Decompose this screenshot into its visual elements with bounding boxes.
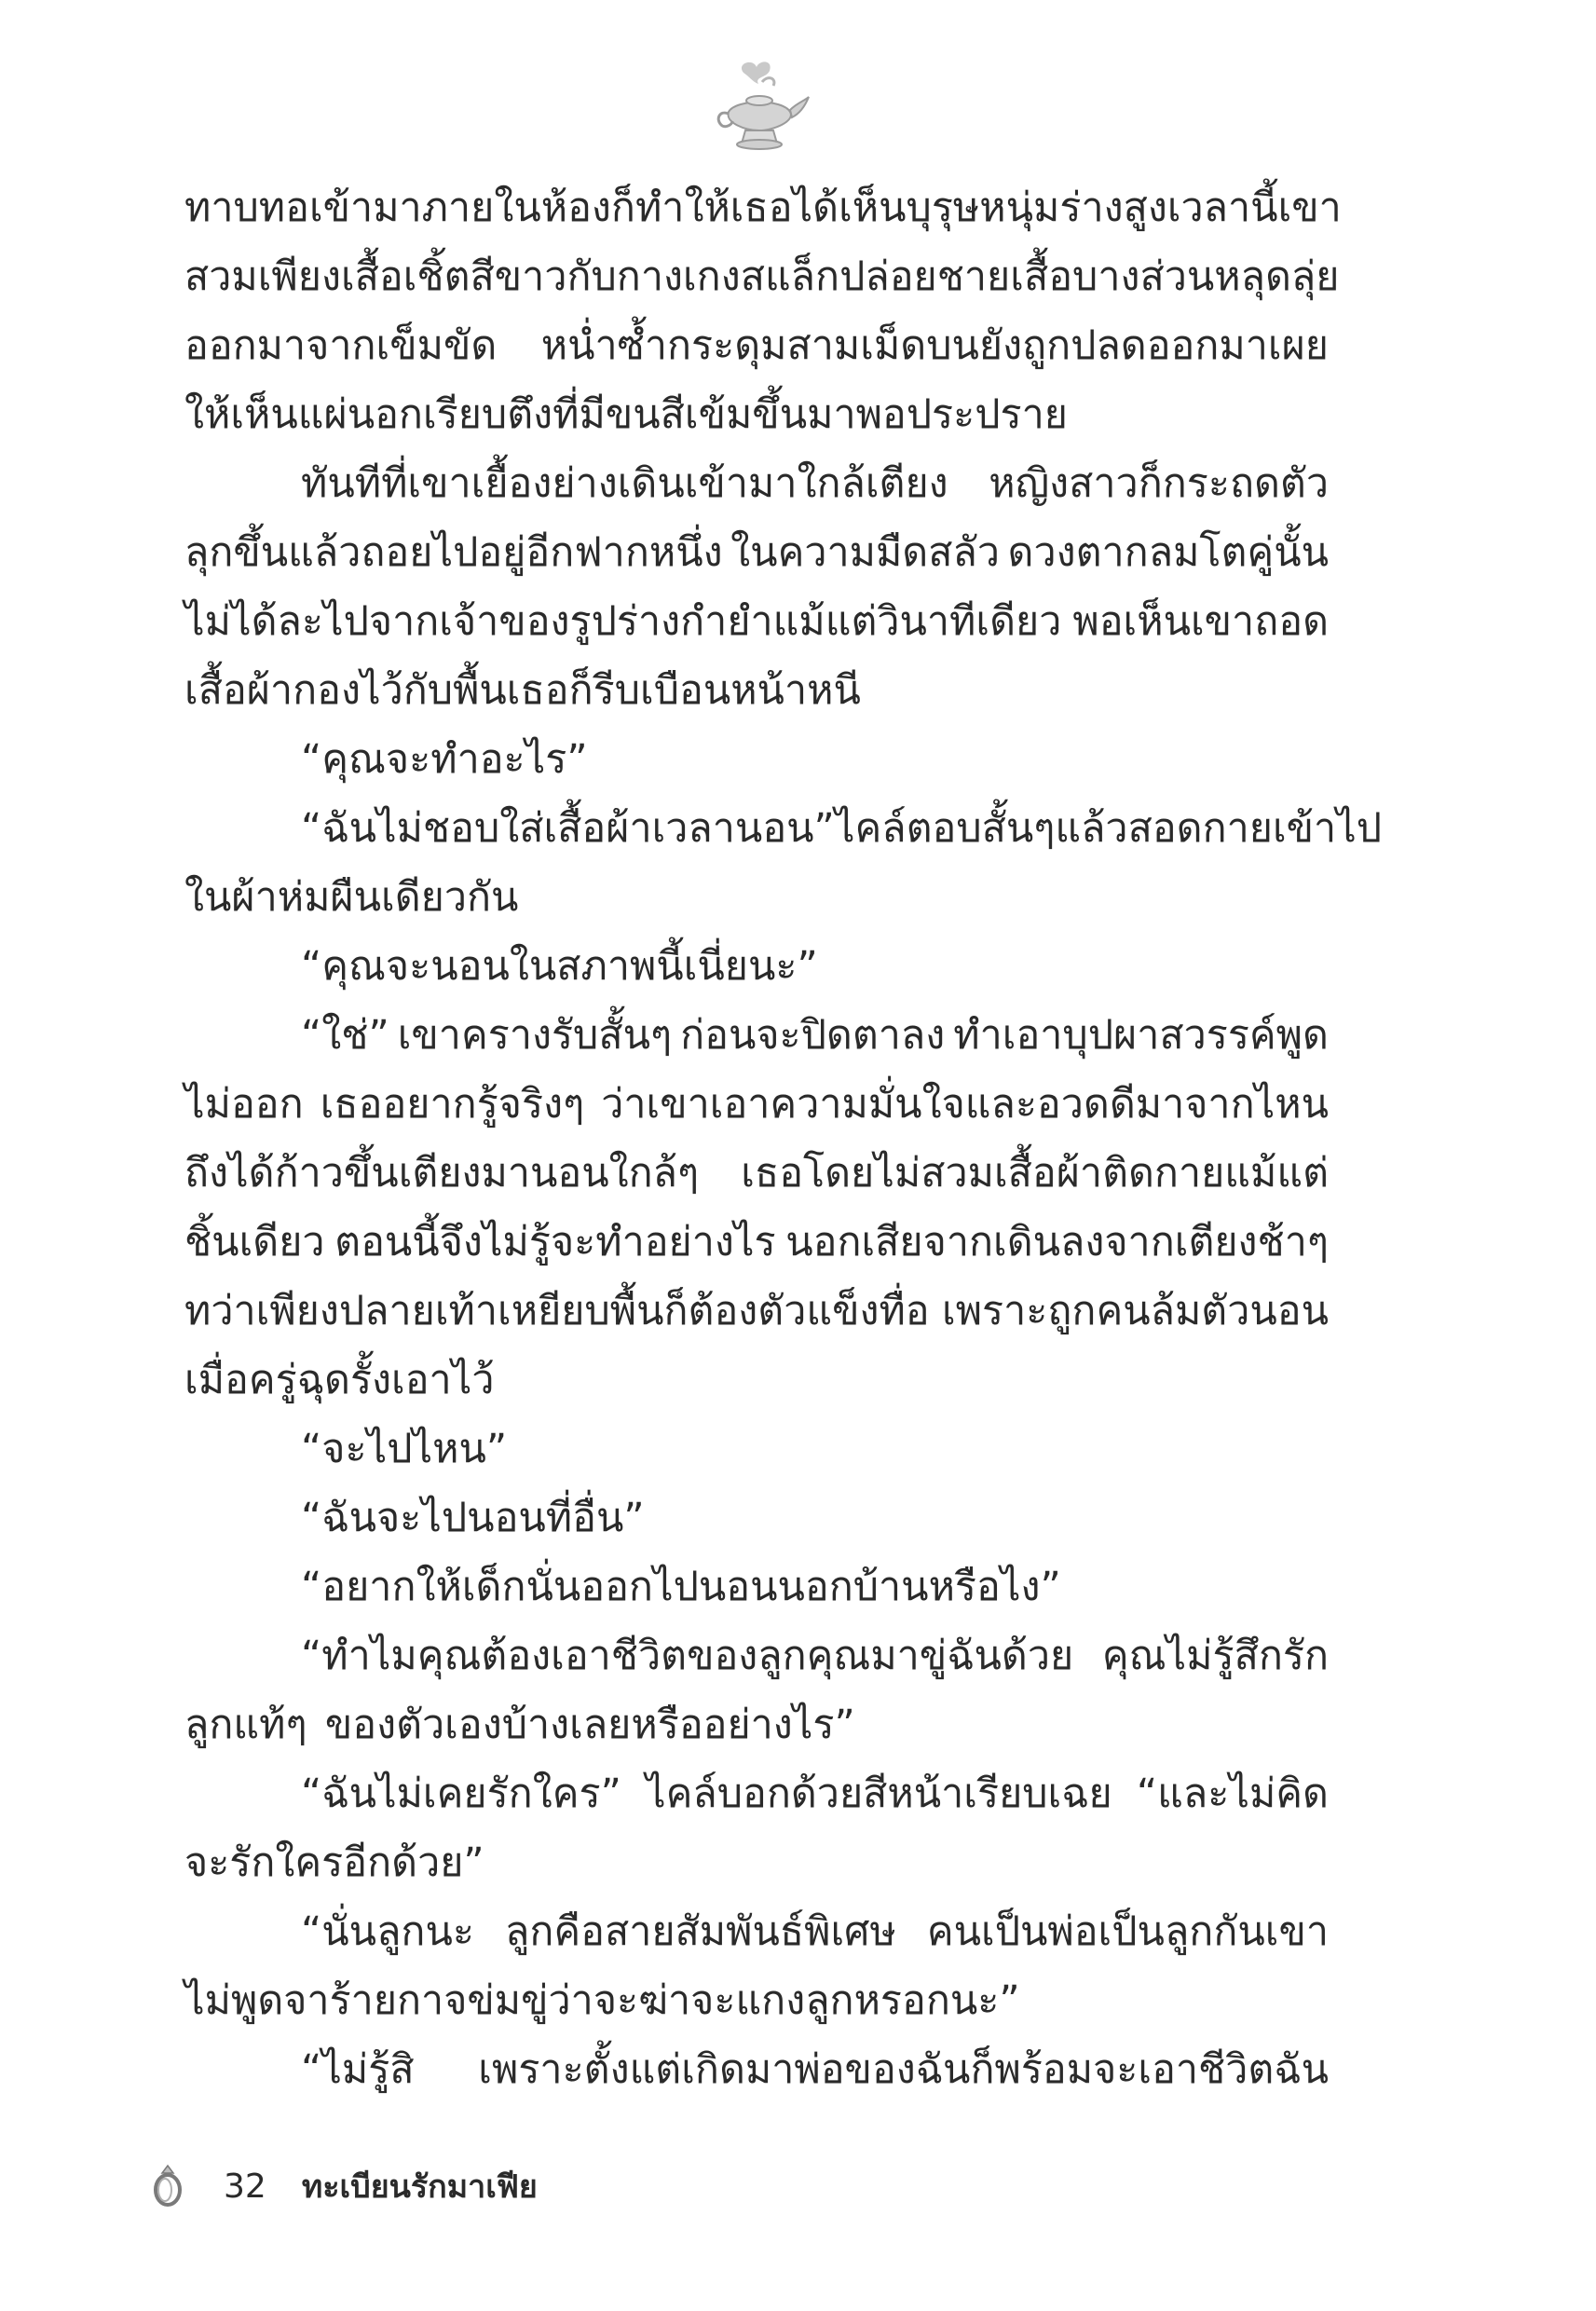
text-line: ในผ้าห่มผืนเดียวกัน [184, 874, 519, 921]
magic-lamp-icon [708, 54, 811, 157]
text-line: “ใช่” เขาครางรับสั้นๆ ก่อนจะปิดตาลง ทำเอาบุปผาสวรรค์พูด [301, 1012, 1329, 1059]
paragraph [184, 794, 1383, 932]
paragraph [184, 173, 1342, 449]
paragraph [184, 725, 1329, 794]
paragraph [184, 1415, 1329, 1484]
text-line: สวมเพียงเสื้อเชิ้ตสีขาวกับกางเกงสแล็ก ปล่อยชายเสื้อบางส่วนหลุดลุ่ย [184, 253, 1340, 300]
text-line: “ฉันไม่ชอบใส่เสื้อผ้าเวลานอน” ไคล์ตอบสั้นๆ แล้วสอดกายเข้าไป [301, 805, 1383, 852]
text-line: “ฉันจะไปนอนที่อื่น” [301, 1495, 645, 1541]
paragraph [184, 1759, 1329, 1897]
text-line: “ฉันไม่เคยรักใคร” ไคล์บอกด้วยสีหน้าเรียบเฉย “และไม่คิด [301, 1771, 1329, 1817]
book-title: ทะเบียนรักมาเฟีย [301, 2168, 538, 2206]
text-line: ทว่าเพียงปลายเท้าเหยียบพื้นก็ต้องตัวแข็งทื่อ เพราะถูกคนล้มตัวนอน [184, 1288, 1329, 1334]
text-line: เสื้อผ้ากองไว้กับพื้นเธอก็รีบเบือนหน้าหนี [184, 667, 861, 714]
text-line: ไม่ออก เธออยากรู้จริงๆ ว่าเขาเอาความมั่นใจและอวดดีมาจากไหน [184, 1081, 1329, 1128]
text-line: ลุกขึ้นแล้วถอยไปอยู่อีกฟากหนึ่ง ในความมืดสลัว ดวงตากลมโตคู่นั้น [184, 529, 1329, 576]
paragraph [184, 2035, 1329, 2104]
ring-icon [149, 2164, 186, 2208]
text-line: ไม่ได้ละไปจากเจ้าของรูปร่างกำยำแม้แต่วินาทีเดียว พอเห็นเขาถอด [184, 598, 1329, 645]
text-line: ชิ้นเดียว ตอนนี้จึงไม่รู้จะทำอย่างไร นอกเสียจากเดินลงจากเตียงช้าๆ [184, 1219, 1329, 1265]
page-footer [149, 2158, 538, 2214]
text-line: “ทำไมคุณต้องเอาชีวิตของลูกคุณมาขู่ฉันด้วย คุณไม่รู้สึกรัก [301, 1633, 1329, 1679]
page-number: 32 [224, 2167, 266, 2206]
text-line: “คุณจะนอนในสภาพนี้เนี่ยนะ” [301, 943, 818, 990]
text-line: “นั่นลูกนะ ลูกคือสายสัมพันธ์พิเศษ คนเป็นพ่อเป็นลูกกันเขา [301, 1908, 1329, 1955]
paragraph [184, 1897, 1329, 2035]
paragraph [184, 449, 1329, 725]
text-line: ไม่พูดจาร้ายกาจข่มขู่ว่าจะฆ่าจะแกงลูกหรอกนะ” [184, 1977, 1020, 2024]
paragraph [184, 1484, 1329, 1552]
text-line: “อยากให้เด็กนั่นออกไปนอนนอกบ้านหรือไง” [301, 1564, 1061, 1610]
paragraph [184, 1552, 1329, 1621]
text-line: “คุณจะทำอะไร” [301, 736, 588, 783]
text-line: ทันทีที่เขาเยื้องย่างเดินเข้ามาใกล้เตียง หญิงสาวก็กระถดตัว [301, 460, 1329, 507]
text-line: ถึงได้ก้าวขึ้นเตียงมานอนใกล้ๆ เธอโดยไม่สวมเสื้อผ้าติดกายแม้แต่ [184, 1150, 1329, 1197]
chapter-body-text [184, 173, 1383, 2104]
text-line: เมื่อครู่ฉุดรั้งเอาไว้ [184, 1357, 495, 1403]
text-line: จะรักใครอีกด้วย” [184, 1839, 484, 1886]
text-line: ลูกแท้ๆ ของตัวเองบ้างเลยหรืออย่างไร” [184, 1702, 855, 1748]
text-line: ออกมาจากเข็มขัด หน่ำซ้ำกระดุมสามเม็ดบนยังถูกปลดออกมาเผย [184, 322, 1329, 369]
paragraph [184, 932, 1329, 1001]
text-line: ให้เห็นแผ่นอกเรียบตึงที่มีขนสีเข้มขึ้นมาพอประปราย [184, 391, 1068, 438]
text-line: “ไม่รู้สิ เพราะตั้งแต่เกิดมาพ่อของฉันก็พร้อมจะเอาชีวิตฉัน [301, 2046, 1329, 2093]
text-line: ทาบทอเข้ามาภายในห้องก็ทำให้เธอได้เห็นบุรุษหนุ่มร่างสูง เวลานี้เขา [184, 185, 1342, 231]
paragraph [184, 1621, 1329, 1759]
text-line: “จะไปไหน” [301, 1426, 508, 1472]
paragraph [184, 1001, 1329, 1415]
